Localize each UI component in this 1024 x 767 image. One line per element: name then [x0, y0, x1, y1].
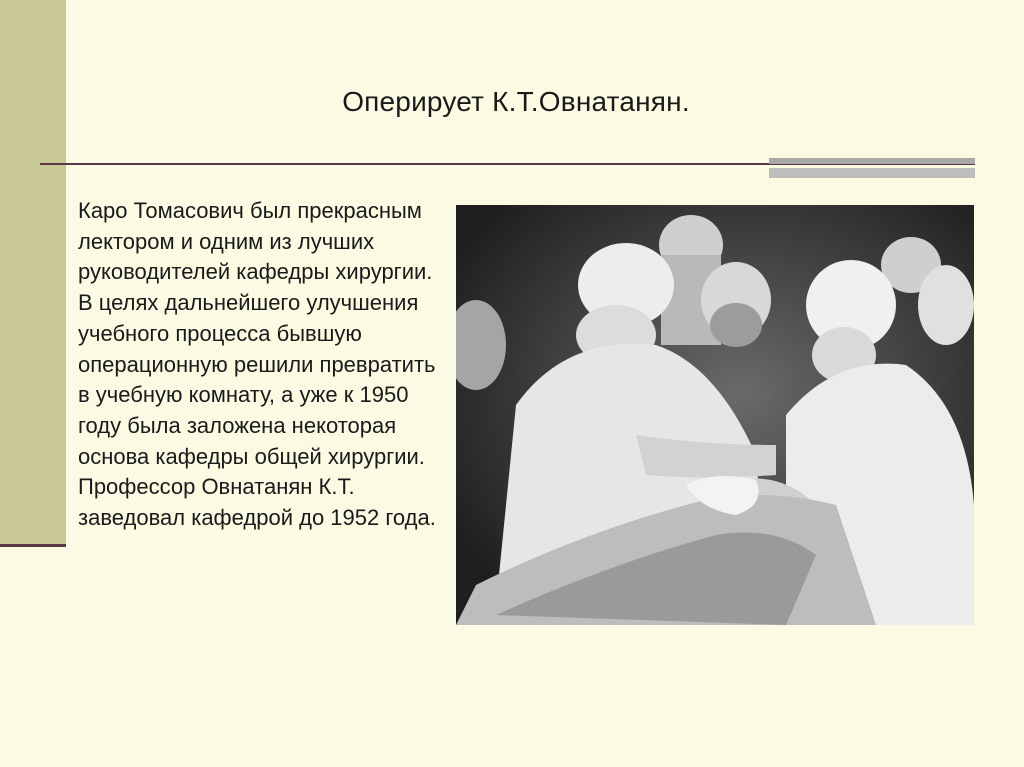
body-paragraph-1: Каро Томасович был прекрасным лектором и одним из лучших руководителей кафедры хирургии. В целях дальнейшего улучшения учебного процесса бывшую операционную решили превратить в учебную комнату, а уже к 1950 году была заложена некоторая основа кафедры общей хирургии.: [78, 198, 436, 469]
slide-title: Оперирует К.Т.Овнатанян.: [342, 86, 690, 117]
decorative-grey-bar: [769, 158, 975, 164]
decorative-side-band: [0, 0, 66, 545]
decorative-grey-bar-lower: [769, 168, 975, 178]
slide-body-text: [78, 196, 448, 534]
photo-illustration: [456, 205, 974, 625]
side-band-divider: [0, 544, 66, 547]
surgeons-operating-photo: [456, 205, 974, 625]
body-paragraph-2: Профессор Овнатанян К.Т. заведовал кафедрой до 1952 года.: [78, 474, 436, 531]
